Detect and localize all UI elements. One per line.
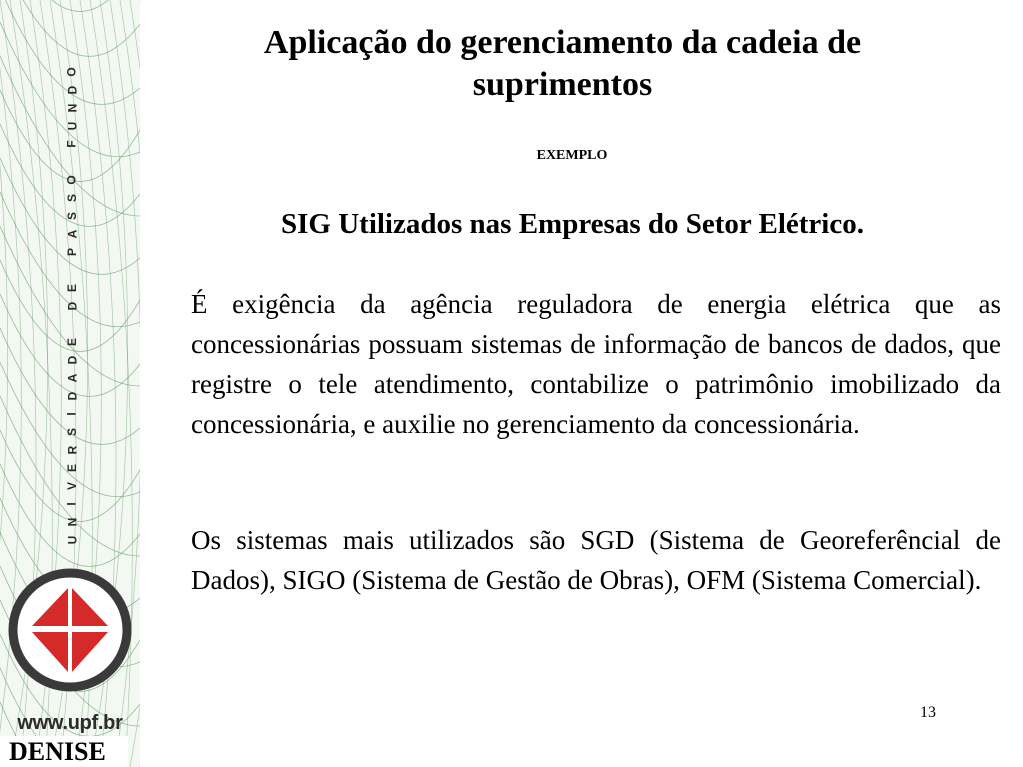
upf-logo-icon <box>8 568 132 692</box>
vertical-letter: N <box>64 103 79 113</box>
vertical-letter: O <box>65 175 79 185</box>
vertical-letter: I <box>65 412 79 416</box>
vertical-letter <box>66 160 78 163</box>
vertical-letter <box>66 268 78 271</box>
vertical-letter: U <box>64 121 79 131</box>
vertical-letter: S <box>64 211 79 221</box>
vertical-letter: V <box>64 481 79 491</box>
university-name-vertical <box>61 66 83 546</box>
body-paragraph-1: É exigência da agência reguladora de energia elétrica que as concessionárias possuam sistemas de informação de bancos de dados, que registre o tele atendimento, contabilize o patrimônio imobilizado da concessionária, e auxilie no gerenciamento da concessionária. <box>191 289 1001 439</box>
vertical-letter: D <box>64 355 79 365</box>
vertical-letter: P <box>64 247 79 257</box>
vertical-letter: E <box>64 337 79 347</box>
vertical-letter: D <box>64 301 79 311</box>
slide-title: Aplicação do gerenciamento da cadeia de suprimentos <box>263 24 862 103</box>
vertical-letter: D <box>64 391 79 401</box>
vertical-letter: A <box>64 229 79 239</box>
vertical-letter: A <box>64 373 79 383</box>
sidebar <box>0 0 140 767</box>
example-label: EXEMPLO <box>536 148 608 163</box>
vertical-letter: N <box>64 517 79 527</box>
vertical-letter: D <box>64 85 79 95</box>
page-number: 13 <box>920 704 936 721</box>
vertical-letter: F <box>65 140 79 148</box>
vertical-letter: S <box>64 427 79 437</box>
vertical-letter: R <box>64 445 79 455</box>
author-name: DENISE <box>0 736 128 767</box>
body-paragraph-2: Os sistemas mais utilizados são SGD (Sistema de Georeferêncial de Dados), SIGO (Sistema de Gestão de Obras), OFM (Sistema Comercial). <box>191 525 1001 595</box>
vertical-letter: S <box>64 193 79 203</box>
vertical-letter: U <box>64 535 79 545</box>
mesh-line <box>0 0 8 767</box>
vertical-letter: I <box>65 502 79 506</box>
vertical-letter: O <box>65 67 79 77</box>
slide-subtitle: SIG Utilizados nas Empresas do Setor Elétrico. <box>281 208 864 240</box>
website-url: www.upf.br <box>17 712 123 734</box>
vertical-letter: E <box>64 283 79 293</box>
vertical-letter <box>66 322 78 325</box>
vertical-letter: E <box>64 463 79 473</box>
